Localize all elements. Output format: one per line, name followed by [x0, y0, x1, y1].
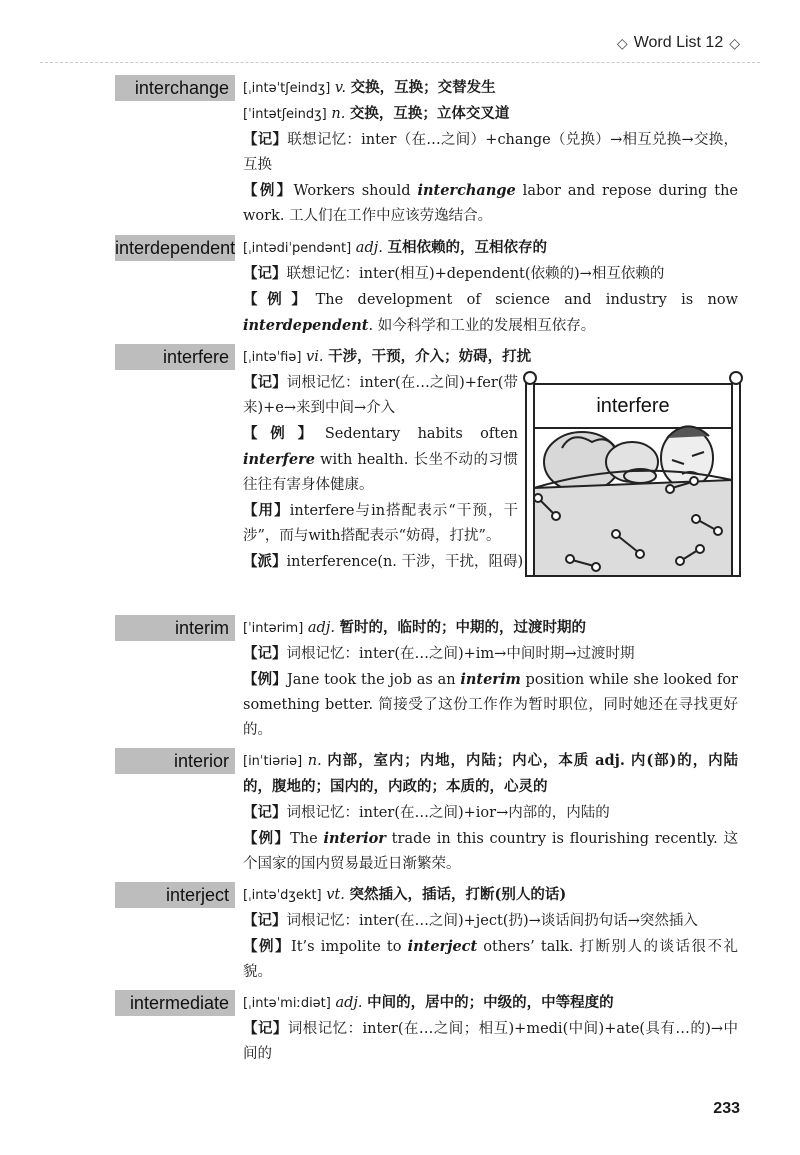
pronunciation: [ˈintətʃeindʒ] — [243, 107, 327, 122]
headword: intermediate — [115, 990, 235, 1016]
example-tag: 【例】 — [243, 425, 325, 442]
example-keyword: interject — [407, 938, 478, 955]
part-of-speech: adj. — [355, 240, 383, 256]
example-text: . 如今科学和工业的发展相互依存。 — [368, 318, 596, 334]
meaning: 内部，室内；内地，内陆；内心，本质 adj. 内(部)的，内陆的，腹地的；国内的，内政的；本质的，心灵的 — [243, 752, 739, 795]
derived-text: interference(n. 干涉，干扰，阻碍) — [286, 554, 524, 570]
example-text: position while she looked for something better. 简接受了这份工作作为暂时职位，同时她还在寻找更好的。 — [243, 672, 738, 738]
example-text: Jane took the job as an — [286, 672, 461, 688]
example-tag: 【例】 — [243, 938, 291, 955]
page-header — [617, 34, 740, 52]
page-number: 233 — [713, 1100, 740, 1117]
memo-tag: 【记】 — [243, 645, 287, 662]
memo-tag: 【记】 — [243, 804, 287, 821]
example-keyword: interdependent — [243, 317, 369, 334]
usage-text: interfere与in搭配表示“干预，干涉”，而与with搭配表示“妨碍，打扰”。 — [243, 503, 519, 544]
meaning: 暂时的，临时的；中期的，过渡时期的 — [339, 619, 587, 636]
meaning: 突然插入，插话，打断(别人的话) — [349, 886, 567, 903]
example-text: Sedentary habits often — [324, 426, 518, 442]
blanket — [534, 480, 732, 576]
memo-tag: 【记】 — [243, 131, 288, 148]
memo-text: 词根记忆：inter(在…之间)+fer(带来)+e→来到中间→介入 — [243, 375, 519, 416]
pronunciation: [ˌintəˈtʃeindʒ] — [243, 81, 331, 96]
example-tag: 【例】 — [243, 182, 294, 199]
meaning: 中间的，居中的；中级的，中等程度的 — [367, 994, 614, 1011]
memo-text: 词根记忆：inter(在…之间；相互)+medi(中间)+ate(具有…的)→中间的 — [243, 1021, 739, 1062]
pronunciation: [ˌintəˈdʒekt] — [243, 888, 322, 903]
memo-text: 联想记忆：inter（在…之间）+change（兑换）→相互兑换→交换，互换 — [243, 132, 738, 173]
example-text: others’ talk. 打断别人的谈话很不礼貌。 — [243, 939, 738, 980]
part-of-speech: adj. — [335, 995, 363, 1011]
example-keyword: interim — [460, 671, 521, 688]
memo-text: 联想记忆：inter(相互)+dependent(依赖的)→相互依赖的 — [286, 266, 665, 282]
definition — [243, 75, 738, 229]
example-text: The development of science and industry is now — [315, 292, 738, 308]
headword: interfere — [115, 344, 235, 370]
example-keyword: interfere — [243, 451, 315, 468]
interfere-narrow-column — [243, 370, 518, 549]
example-text: with health. 长坐不动的习惯往往有害身体健康。 — [243, 452, 518, 493]
diamond-icon: ◇ — [616, 34, 628, 51]
derived-tag: 【派】 — [243, 553, 287, 570]
memo-text: 词根记忆：inter(在…之间)+im→中间时期→过渡时期 — [286, 646, 635, 662]
headword: interject — [115, 882, 235, 908]
meaning: 互相依赖的，互相依存的 — [387, 239, 547, 256]
part-of-speech: v. — [334, 80, 347, 96]
part-of-speech: vi. — [306, 349, 324, 365]
headword: interior — [115, 748, 235, 774]
part-of-speech: n. — [331, 106, 346, 122]
definition — [243, 748, 738, 877]
example-keyword: interior — [323, 830, 386, 847]
example-text: It’s impolite to — [291, 939, 408, 955]
example-text: labor and repose during the work. 工人们在工作中应该劳逸结合。 — [243, 183, 739, 224]
memo-text: 词根记忆：inter(在…之间)+ior→内部的，内陆的 — [286, 805, 610, 821]
headword: interchange — [115, 75, 235, 101]
example-tag: 【例】 — [243, 671, 287, 688]
definition — [243, 990, 738, 1067]
diamond-icon: ◇ — [729, 34, 740, 51]
illustration-label: interfere — [596, 395, 670, 417]
memo-text: 词根记忆：inter(在…之间)+ject(扔)→谈话间扔句话→突然插入 — [286, 913, 698, 929]
pronunciation: [ˌintəˈmiːdiət] — [243, 996, 331, 1011]
example-tag: 【例】 — [243, 830, 291, 847]
interfere-illustration — [522, 370, 744, 578]
memo-tag: 【记】 — [243, 912, 287, 929]
example-text: The — [290, 831, 324, 847]
example-tag: 【例】 — [243, 291, 316, 308]
memo-tag: 【记】 — [243, 1020, 288, 1037]
part-of-speech: n. — [307, 753, 322, 769]
pronunciation: [inˈtiəriə] — [243, 754, 303, 769]
meaning: 干涉，干预，介入；妨碍，打扰 — [328, 348, 532, 365]
part-of-speech: vt. — [326, 887, 345, 903]
headword: interim — [115, 615, 235, 641]
memo-tag: 【记】 — [243, 265, 287, 282]
usage-tag: 【用】 — [243, 502, 290, 519]
headword: interdependent — [115, 235, 235, 261]
header-divider — [40, 62, 760, 63]
pronunciation: [ˈintərim] — [243, 621, 304, 636]
pronunciation: [ˌintədiˈpendənt] — [243, 241, 352, 256]
example-text: trade in this country is flourishing recently. 这个国家的国内贸易最近日渐繁荣。 — [243, 831, 739, 872]
meaning: 交换，互换；立体交叉道 — [349, 105, 510, 122]
pronunciation: [ˌintəˈfiə] — [243, 350, 302, 365]
example-keyword: interchange — [417, 182, 516, 199]
memo-tag: 【记】 — [243, 374, 287, 391]
part-of-speech: adj. — [307, 620, 335, 636]
definition — [243, 235, 738, 339]
example-text: Workers should — [293, 183, 418, 199]
definition — [243, 615, 738, 743]
meaning: 交换，互换；交替发生 — [350, 79, 496, 96]
definition — [243, 882, 738, 985]
word-list-title: Word List 12 — [633, 34, 724, 51]
